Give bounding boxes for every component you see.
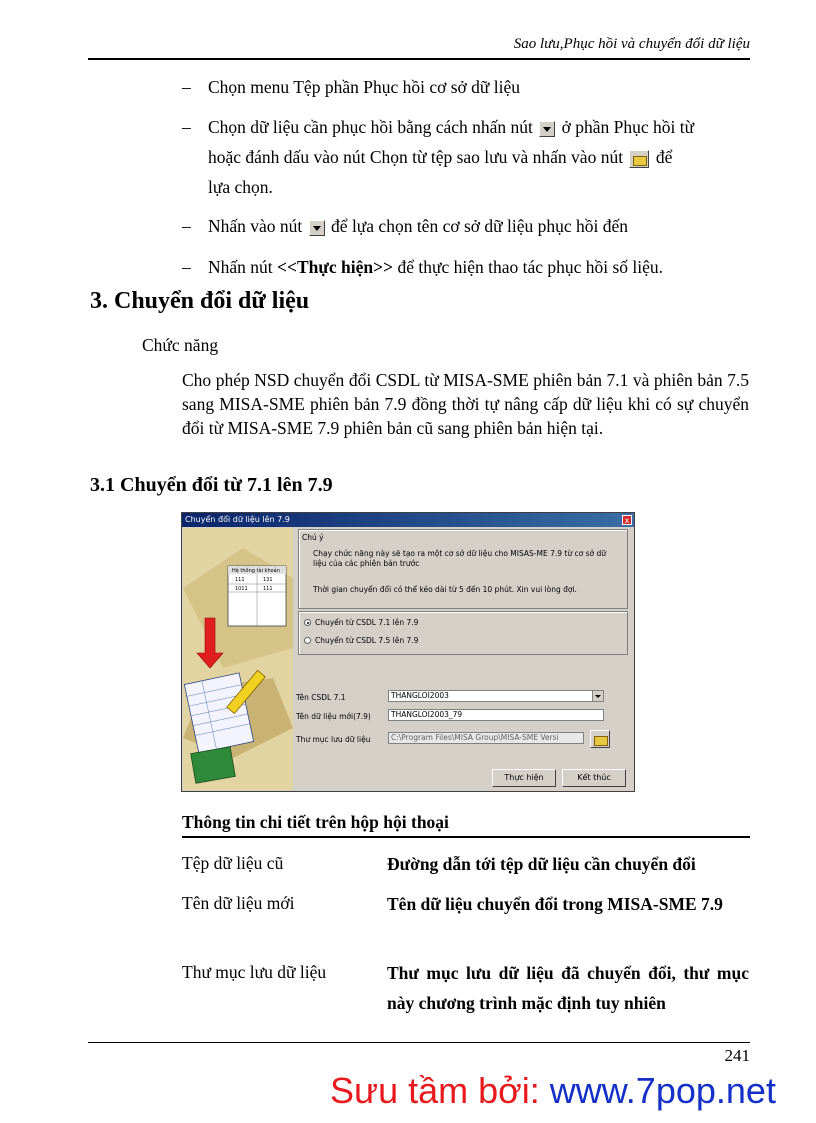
side-card-cell: 131 [263, 577, 273, 583]
dialog-side-illustration [183, 528, 293, 790]
table-row-desc: Tên dữ liệu chuyển đổi trong MISA-SME 7.9 [387, 894, 723, 914]
radio-7-1[interactable] [304, 619, 311, 626]
table-row-term: Thư mục lưu dữ liệu [182, 962, 327, 982]
watermark-label: Sưu tầm bởi: [330, 1070, 540, 1111]
close-icon[interactable]: x [622, 515, 632, 525]
run-button[interactable]: Thực hiện [492, 769, 556, 787]
side-card-cell: 111 [235, 577, 245, 583]
footer-rule [88, 1042, 750, 1043]
dropdown-arrow-icon [539, 121, 555, 137]
table-row-term: Tệp dữ liệu cũ [182, 853, 284, 873]
side-card-title: Hệ thống tài khoản [232, 568, 280, 574]
watermark-url[interactable]: www.7pop.net [549, 1070, 776, 1111]
dropdown-arrow-icon [309, 220, 325, 236]
note-heading: Chú ý [302, 533, 324, 542]
new-db-input[interactable]: THANGLOI2003_79 [388, 709, 604, 721]
label-db: Tên CSDL 7.1 [296, 693, 346, 702]
table-row-desc: Thư mục lưu dữ liệu đã chuyển đổi, thư mục này chương trình mặc định tuy nhiên [387, 963, 749, 1013]
header-rule [88, 58, 750, 60]
label-dir: Thư mục lưu dữ liệu [296, 735, 371, 744]
folder-open-icon [629, 150, 649, 168]
page-number: 241 [724, 1046, 750, 1065]
table-row-desc: Đường dẫn tới tệp dữ liệu cần chuyển đổi [387, 854, 696, 874]
chevron-down-icon[interactable] [592, 691, 603, 701]
note-group [298, 529, 628, 609]
section-label: Chức năng [142, 335, 219, 355]
note-text-1: Chạy chức năng này sẽ tạo ra một cơ sở dữ liệu cho MISAS-ME 7.9 từ cơ sở dữ liệu của các phiên bản trước [313, 549, 606, 568]
subsection-title: 3.1 Chuyển đổi từ 7.1 lên 7.9 [90, 474, 333, 496]
folder-open-icon[interactable] [590, 730, 610, 748]
note-text-2: Thời gian chuyển đổi có thể kéo dài từ 5 đến 10 phút. Xin vui lòng đợi. [313, 585, 577, 594]
radio-7-5[interactable] [304, 637, 311, 644]
convert-dialog [181, 512, 635, 792]
table-heading: Thông tin chi tiết trên hộp hội thoại [182, 812, 449, 832]
end-button[interactable]: Kết thúc [562, 769, 626, 787]
section-paragraph: Cho phép NSD chuyển đổi CSDL từ MISA-SME phiên bản 7.1 và phiên bản 7.5 sang MISA-SME phiên bản 7.9 đồng thời tự nâng cấp dữ liệu khi có sự chuyển đổi từ MISA-SME 7.9 phiên bản cũ sang phiên bản hiện tại. [182, 370, 749, 438]
side-card-cell: 1011 [235, 586, 248, 592]
radio-7-1-label: Chuyển từ CSDL 7.1 lên 7.9 [315, 618, 419, 627]
side-card-cell: 111 [263, 586, 273, 592]
radio-7-5-label: Chuyển từ CSDL 7.5 lên 7.9 [315, 636, 419, 645]
table-rule [182, 836, 750, 838]
table-row-term: Tên dữ liệu mới [182, 893, 295, 913]
watermark [330, 1070, 776, 1112]
dir-input[interactable]: C:\Program Files\MISA Group\MISA-SME Versi [388, 732, 584, 744]
section-title: 3. Chuyển đổi dữ liệu [90, 288, 310, 314]
dialog-titlebar: Chuyển đổi dữ liệu lên 7.9 x [182, 513, 634, 527]
label-new: Tên dữ liệu mới(7.9) [296, 712, 371, 721]
running-header: Sao lưu,Phục hồi và chuyển đổi dữ liệu [513, 36, 750, 52]
db-select[interactable]: THANGLOI2003 [388, 690, 604, 702]
